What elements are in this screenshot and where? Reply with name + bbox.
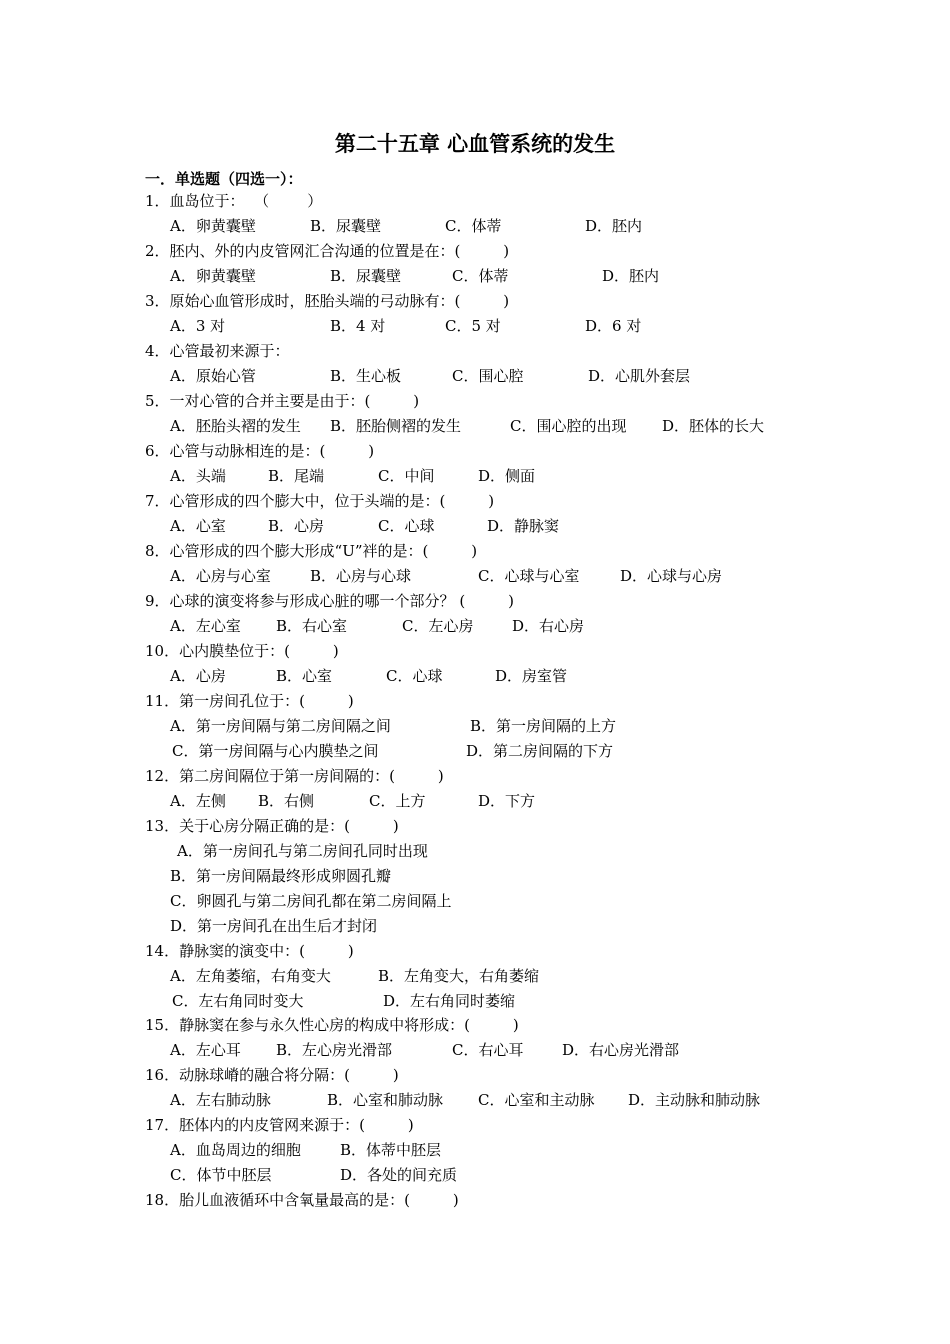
question-16-option-D: D．主动脉和肺动脉 [628,1091,761,1109]
question-3-option-D: D．6 对 [585,317,642,335]
question-1: 1．血岛位于： （ ） [145,192,323,210]
question-11-option-D: D．第二房间隔的下方 [466,742,614,760]
question-10-option-A: A．心房 [170,667,226,685]
question-15-option-A: A．左心耳 [170,1041,241,1059]
question-1-option-C: C．体蒂 [445,217,502,235]
question-2-option-D: D．胚内 [602,267,660,285]
question-14-option-B: B．左角变大，右角萎缩 [378,967,540,985]
chapter-title: 第二十五章 心血管系统的发生 [334,132,616,156]
question-6: 6．心管与动脉相连的是：( ) [145,442,375,460]
question-12-option-B: B．右侧 [258,792,315,810]
question-6-option-B: B．尾端 [268,467,325,485]
question-17-option-D: D．各处的间充质 [340,1166,458,1184]
question-5-option-D: D．胚体的长大 [662,417,765,435]
question-9-option-B: B．右心室 [276,617,348,635]
question-13: 13．关于心房分隔正确的是：( ) [145,817,399,835]
question-4-option-B: B．生心板 [330,367,402,385]
question-6-option-C: C．中间 [378,467,435,485]
question-9: 9．心球的演变将参与形成心脏的哪一个部分？ ( ) [145,592,514,610]
question-1-option-A: A．卵黄囊壁 [170,217,256,235]
question-11: 11．第一房间孔位于：( ) [145,692,354,710]
question-4-option-C: C．围心腔 [452,367,524,385]
question-14: 14．静脉窦的演变中：( ) [145,942,354,960]
question-8-option-B: B．心房与心球 [310,567,412,585]
question-2-option-C: C．体蒂 [452,267,509,285]
question-7: 7．心管形成的四个膨大中，位于头端的是：( ) [145,492,495,510]
question-10-option-D: D．房室管 [495,667,568,685]
question-15: 15．静脉窦在参与永久性心房的构成中将形成：( ) [145,1016,519,1034]
question-12-option-D: D．下方 [478,792,536,810]
question-3-option-A: A．3 对 [170,317,226,335]
question-11-option-C: C．第一房间隔与心内膜垫之间 [172,742,379,760]
question-2: 2．胚内、外的内皮管网汇合沟通的位置是在：( ) [145,242,510,260]
question-2-option-B: B．尿囊壁 [330,267,402,285]
question-17-option-B: B．体蒂中胚层 [340,1141,442,1159]
question-12-option-C: C．上方 [369,792,426,810]
question-1-option-D: D．胚内 [585,217,643,235]
question-15-option-C: C．右心耳 [452,1041,524,1059]
question-12: 12．第二房间隔位于第一房间隔的：( ) [145,767,444,785]
question-7-option-C: C．心球 [378,517,435,535]
question-8: 8．心管形成的四个膨大形成“U”袢的是：( ) [145,542,478,560]
question-7-option-A: A．心室 [170,517,226,535]
question-1-option-B: B．尿囊壁 [310,217,382,235]
question-15-option-B: B．左心房光滑部 [276,1041,393,1059]
question-13-option-B: B．第一房间隔最终形成卵圆孔瓣 [170,867,392,885]
question-13-option-C: C．卵圆孔与第二房间孔都在第二房间隔上 [170,892,452,910]
question-14-option-D: D．左右角同时萎缩 [383,992,516,1010]
question-10: 10．心内膜垫位于：( ) [145,642,339,660]
question-17-option-C: C．体节中胚层 [170,1166,272,1184]
question-16-option-C: C．心室和主动脉 [478,1091,595,1109]
question-16-option-B: B．心室和肺动脉 [327,1091,444,1109]
section-heading: 一．单选题（四选一）： [145,170,303,188]
question-8-option-A: A．心房与心室 [170,567,271,585]
question-6-option-A: A．头端 [170,467,226,485]
question-5: 5．一对心管的合并主要是由于：( ) [145,392,420,410]
question-3: 3．原始心血管形成时，胚胎头端的弓动脉有：( ) [145,292,510,310]
question-11-option-B: B．第一房间隔的上方 [470,717,617,735]
question-6-option-D: D．侧面 [478,467,536,485]
question-8-option-D: D．心球与心房 [620,567,723,585]
question-2-option-A: A．卵黄囊壁 [170,267,256,285]
question-7-option-B: B．心房 [268,517,325,535]
question-16: 16．动脉球嵴的融合将分隔：( ) [145,1066,399,1084]
question-8-option-C: C．心球与心室 [478,567,580,585]
question-10-option-B: B．心室 [276,667,333,685]
question-12-option-A: A．左侧 [170,792,226,810]
question-17-option-A: A．血岛周边的细胞 [170,1141,301,1159]
question-11-option-A: A．第一房间隔与第二房间隔之间 [170,717,391,735]
question-13-option-A: A．第一房间孔与第二房间孔同时出现 [177,842,428,860]
question-5-option-C: C．围心腔的出现 [510,417,627,435]
question-7-option-D: D．静脉窦 [487,517,560,535]
question-4-option-A: A．原始心管 [170,367,256,385]
question-15-option-D: D．右心房光滑部 [562,1041,680,1059]
question-14-option-A: A．左角萎缩，右角变大 [170,967,331,985]
question-16-option-A: A．左右肺动脉 [170,1091,271,1109]
question-4: 4．心管最初来源于： [145,342,290,360]
question-10-option-C: C．心球 [386,667,443,685]
question-9-option-A: A．左心室 [170,617,241,635]
question-5-option-A: A．胚胎头褶的发生 [170,417,301,435]
question-14-option-C: C．左右角同时变大 [172,992,304,1010]
question-9-option-C: C．左心房 [402,617,474,635]
question-5-option-B: B．胚胎侧褶的发生 [330,417,462,435]
question-3-option-C: C．5 对 [445,317,501,335]
question-13-option-D: D．第一房间孔在出生后才封闭 [170,917,378,935]
question-9-option-D: D．右心房 [512,617,585,635]
question-18: 18．胎儿血液循环中含氧量最高的是：( ) [145,1191,459,1209]
question-17: 17．胚体内的内皮管网来源于：( ) [145,1116,414,1134]
question-4-option-D: D．心肌外套层 [588,367,691,385]
question-3-option-B: B．4 对 [330,317,386,335]
